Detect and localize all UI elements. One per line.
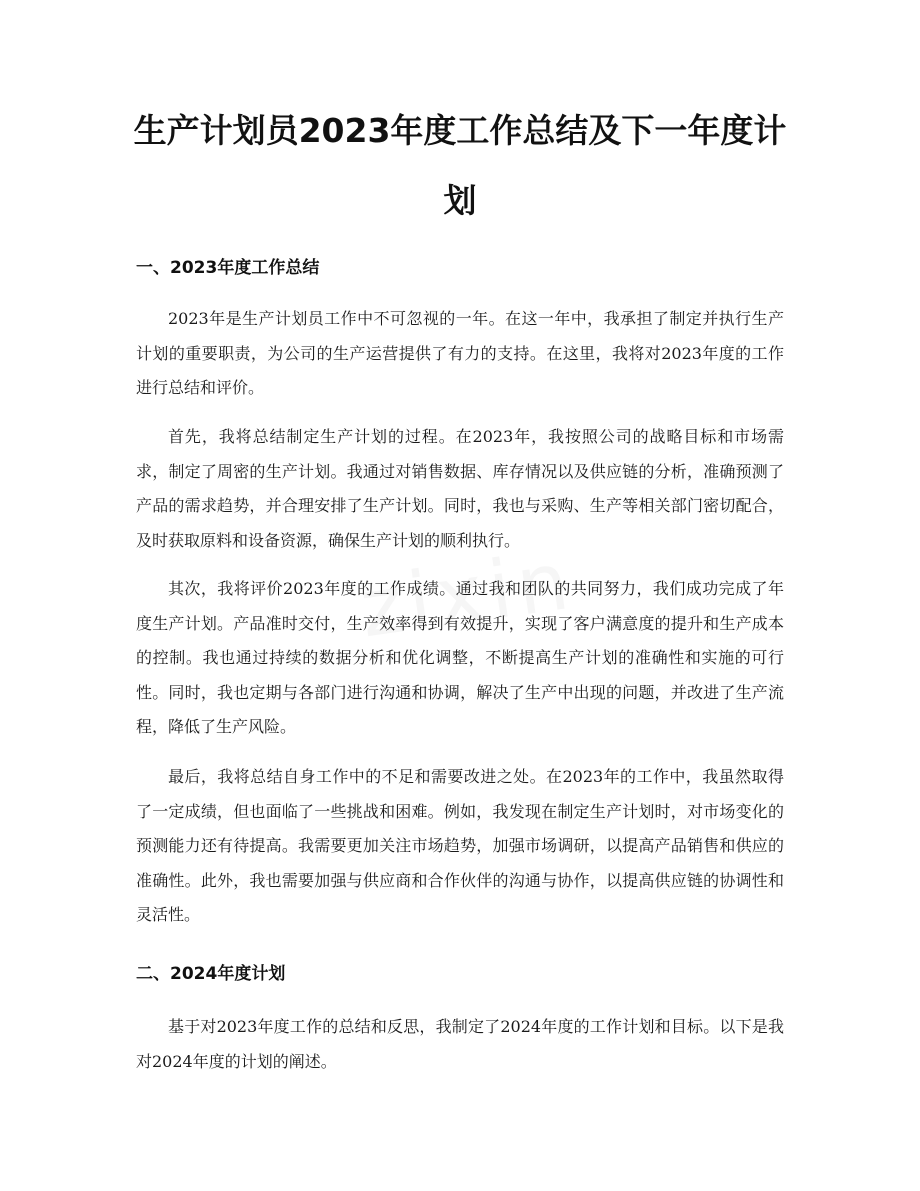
summary-paragraph-planning: 首先，我将总结制定生产计划的过程。在2023年，我按照公司的战略目标和市场需求，制定了周密的生产计划。我通过对销售数据、库存情况以及供应链的分析，准确预测了产品的需求趋势，并合理安排了生产计划。同时，我也与采购、生产等相关部门密切配合，及时获取原料和设备资源，确保生产计划的顺利执行。 — [136, 427, 784, 550]
section-heading-summary: 一、2023年度工作总结 — [136, 258, 320, 278]
summary-paragraph-intro: 2023年是生产计划员工作中不可忽视的一年。在这一年中，我承担了制定并执行生产计划的重要职责，为公司的生产运营提供了有力的支持。在这里，我将对2023年度的工作进行总结和评价。 — [136, 309, 784, 397]
plan-paragraph-intro: 基于对2023年度工作的总结和反思，我制定了2024年度的工作计划和目标。以下是我对2024年度的计划的阐述。 — [136, 1017, 784, 1071]
section-heading-plan: 二、2024年度计划 — [136, 964, 286, 984]
summary-paragraph-shortcomings: 最后，我将总结自身工作中的不足和需要改进之处。在2023年的工作中，我虽然取得了一定成绩，但也面临了一些挑战和困难。例如，我发现在制定生产计划时，对市场变化的预测能力还有待提高。我需要更加关注市场趋势，加强市场调研，以提高产品销售和供应的准确性。此外，我也需要加强与供应商和合作伙伴的沟通与协作，以提高供应链的协调性和灵活性。 — [136, 767, 784, 924]
summary-paragraph-achievements: 其次，我将评价2023年度的工作成绩。通过我和团队的共同努力，我们成功完成了年度生产计划。产品准时交付，生产效率得到有效提升，实现了客户满意度的提升和生产成本的控制。我也通过持续的数据分析和优化调整，不断提高生产计划的准确性和实施的可行性。同时，我也定期与各部门进行沟通和协调，解决了生产中出现的问题，并改进了生产流程，降低了生产风险。 — [136, 579, 784, 736]
document-title: 生产计划员2023年度工作总结及下一年度计划 — [133, 111, 787, 220]
